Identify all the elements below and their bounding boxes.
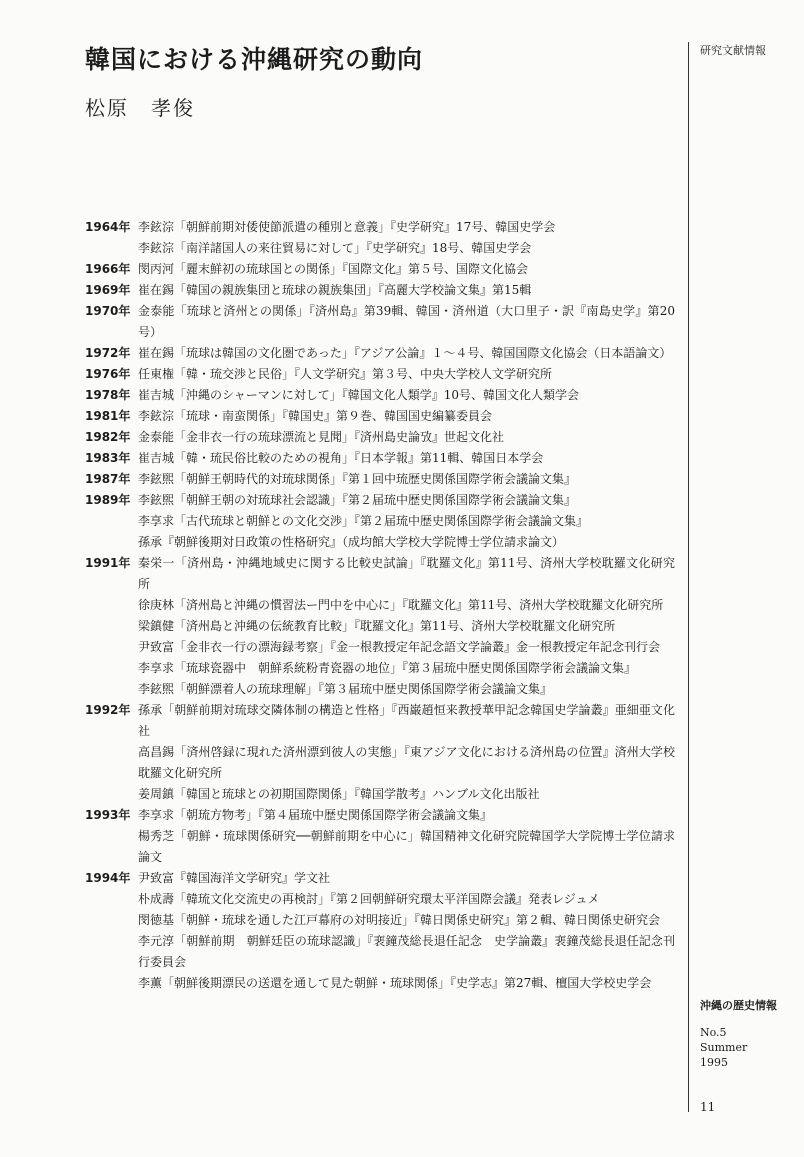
year-label: 1969年: [85, 283, 131, 297]
bibliography-entry: 崔吉城「沖縄のシャーマンに対して」『韓国文化人類学』10号、韓国文化人類学会: [138, 388, 580, 402]
entry-list: [138, 217, 675, 259]
bibliography-entry: 楊秀芝「朝鮮・琉球関係研究──朝鮮前期を中心に」韓国精神文化研究院韓国学大学院博士学位請求論文: [138, 829, 675, 864]
article-title: 韓国における沖縄研究の動向: [85, 45, 424, 74]
entry-list: [138, 301, 675, 343]
bibliography-entry: 李元淳「朝鮮前期 朝鮮廷臣の琉球認識」『裵鐘茂総長退任記念 史学論叢』裵鐘茂総長退任記念刊行委員会: [138, 934, 675, 969]
issue-season: Summer: [700, 1041, 748, 1054]
year-label: 1994年: [85, 871, 131, 885]
entry-list: [138, 553, 675, 700]
bibliography-entry: 李享求「古代琉球と朝鮮との文化交渉」『第２届琉中歴史関係国際学術会議論文集』: [138, 514, 589, 528]
bibliography-entry: 尹致富『韓国海洋文学研究』学文社: [138, 871, 331, 885]
year-block: [85, 301, 675, 343]
bibliography-entry: 孫承「朝鮮前期対琉球交隣体制の構造と性格」『西巌趙恒来教授華甲記念韓国史学論叢』亜細亜文化社: [138, 703, 675, 738]
section-label: 研究文献情報: [700, 44, 766, 57]
year-label: 1978年: [85, 388, 131, 402]
year-block: [85, 343, 675, 364]
year-block: [85, 406, 675, 427]
page-number: 11: [700, 1100, 716, 1114]
bibliography-entry: 尹致富「金非衣一行の漂海録考察」『金一根教授定年記念語文学論叢』金一根教授定年記念刊行会: [138, 640, 661, 654]
author-name: 松原 孝俊: [85, 96, 195, 120]
bibliography-entry: 李享求「琉球瓷器中 朝鮮系統粉青瓷器の地位」『第３届琉中歴史関係国際学術会議論文集』: [138, 661, 637, 675]
issue-number: No.5: [700, 1026, 727, 1039]
entry-list: [138, 259, 675, 280]
year-block: [85, 469, 675, 490]
bibliography-entry: 秦栄一「済州島・沖縄地域史に関する比較史試論」『耽羅文化』第11号、済州大学校耽羅文化研究所: [138, 556, 675, 591]
year-block: [85, 700, 675, 805]
year-block: [85, 805, 675, 868]
bibliography-entry: 姜周鎮「韓国と琉球との初期国際関係」『韓国学散考』ハンブル文化出版社: [138, 787, 540, 801]
entry-list: [138, 280, 675, 301]
year-label: 1966年: [85, 262, 131, 276]
chronology-list: [85, 217, 675, 994]
year-block: [85, 364, 675, 385]
year-label: 1964年: [85, 220, 131, 234]
bibliography-entry: 閔丙河「麗末鮮初の琉球国との関係」『国際文化』第５号、国際文化協会: [138, 262, 529, 276]
bibliography-entry: 徐庚林「済州島と沖縄の慣習法ー門中を中心に」『耽羅文化』第11号、済州大学校耽羅文化研究所: [138, 598, 664, 612]
year-block: [85, 427, 675, 448]
entry-list: [138, 490, 675, 553]
bibliography-entry: 李鉉煕「朝鮮王朝時代的対琉球関係」『第１回中琉歴史関係国際学術会議論文集』: [138, 472, 577, 486]
bibliography-entry: 任東権「韓・琉交渉と民俗」『人文学研究』第３号、中央大学校人文学研究所: [138, 367, 553, 381]
journal-title: 沖縄の歴史情報: [700, 999, 777, 1012]
bibliography-entry: 金泰能「琉球と済州との関係」『済州島』第39輯、韓国・済州道（大口里子・訳『南島史学』第20号）: [138, 304, 675, 339]
year-block: [85, 490, 675, 553]
bibliography-entry: 崔在錫「琉球は韓国の文化圏であった」『アジア公論』１〜４号、韓国国際文化協会（日本語論文）: [138, 346, 672, 360]
bibliography-entry: 孫承『朝鮮後期対日政策の性格研究』（成均館大学校大学院博士学位請求論文）: [138, 535, 565, 549]
bibliography-entry: 李鉉淙「南洋諸国人の来往貿易に対して」『史学研究』18号、韓国史学会: [138, 241, 532, 255]
entry-list: [138, 364, 675, 385]
bibliography-entry: 李薫「朝鮮後期漂民の送還を通して見た朝鮮・琉球関係」『史学志』第27輯、檀国大学校史学会: [138, 976, 652, 990]
year-label: 1989年: [85, 493, 131, 507]
year-block: [85, 217, 675, 259]
year-label: 1992年: [85, 703, 131, 717]
journal-info: [700, 998, 777, 1070]
bibliography-entry: 崔吉城「韓・琉民俗比較のための視角」『日本学報』第11輯、韓国日本学会: [138, 451, 544, 465]
year-label: 1970年: [85, 304, 131, 318]
year-block: [85, 553, 675, 700]
year-label: 1983年: [85, 451, 131, 465]
year-block: [85, 280, 675, 301]
year-label: 1991年: [85, 556, 131, 570]
entry-list: [138, 406, 675, 427]
entry-list: [138, 700, 675, 805]
bibliography-entry: 李鉉煕「朝鮮漂着人の琉球理解」『第３届琉中歴史関係国際学術会議論文集』: [138, 682, 553, 696]
year-label: 1981年: [85, 409, 131, 423]
entry-list: [138, 448, 675, 469]
bibliography-entry: 閔徳基「朝鮮・琉球を通した江戸幕府の対明接近」『韓日関係史研究』第２輯、韓日関係史研究会: [138, 913, 661, 927]
bibliography-entry: 崔在錫「韓国の親族集団と琉球の親族集団」『高麗大学校論文集』第15輯: [138, 283, 532, 297]
bibliography-entry: 李鉉淙「朝鮮前期対倭使節派遣の種別と意義」『史学研究』17号、韓国史学会: [138, 220, 556, 234]
year-label: 1987年: [85, 472, 131, 486]
year-block: [85, 259, 675, 280]
entry-list: [138, 805, 675, 868]
bibliography-entry: 李鉉淙「琉球・南蛮関係」『韓国史』第９巻、韓国国史編纂委員会: [138, 409, 493, 423]
bibliography-entry: 朴成壽「韓琉文化交流史の再検討」『第２回朝鮮研究環太平洋国際会議』発表レジュメ: [138, 892, 600, 906]
entry-list: [138, 427, 675, 448]
entry-list: [138, 385, 675, 406]
year-block: [85, 448, 675, 469]
bibliography-entry: 金泰能「金非衣一行の琉球漂流と見聞」『済州島史論攷』世起文化社: [138, 430, 505, 444]
bibliography-entry: 梁鎮健「済州島と沖縄の伝統教育比較」『耽羅文化』第11号、済州大学校耽羅文化研究所: [138, 619, 616, 633]
year-label: 1982年: [85, 430, 131, 444]
entry-list: [138, 469, 675, 490]
year-label: 1976年: [85, 367, 131, 381]
issue-year: 1995: [700, 1056, 728, 1069]
bibliography-entry: 高昌錫「済州啓録に現れた済州漂到彼人の実態」『東アジア文化における済州島の位置』済州大学校耽羅文化研究所: [138, 745, 675, 780]
entry-list: [138, 343, 675, 364]
year-label: 1972年: [85, 346, 131, 360]
year-block: [85, 868, 675, 994]
entry-list: [138, 868, 675, 994]
year-block: [85, 385, 675, 406]
vertical-rule: [688, 42, 689, 1112]
bibliography-entry: 李鉉煕「朝鮮王朝の対琉球社会認識」『第２届琉中歴史関係国際学術会議論文集』: [138, 493, 577, 507]
year-label: 1993年: [85, 808, 131, 822]
bibliography-entry: 李享求「朝琉方物考」『第４届琉中歴史関係国際学術会議論文集』: [138, 808, 493, 822]
